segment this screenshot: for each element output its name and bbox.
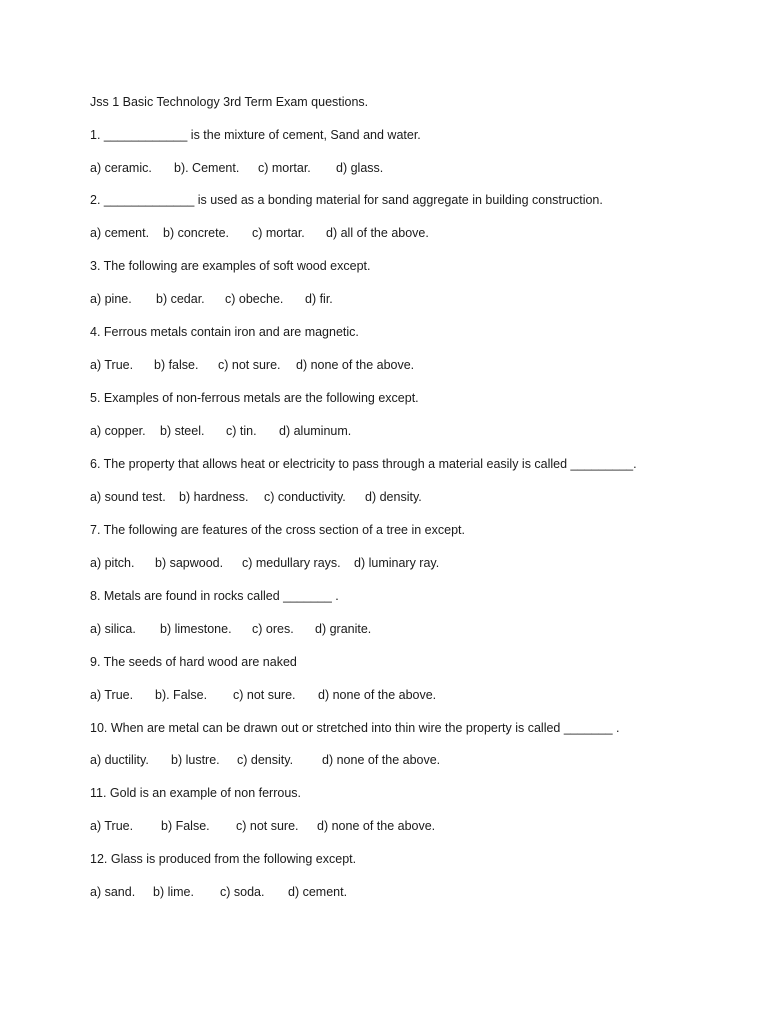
option-a: a) pine. (90, 292, 132, 306)
question-12-text: 12. Glass is produced from the following except. (90, 852, 357, 866)
option-b: b). Cement. (174, 161, 240, 175)
option-b: b) False. (161, 819, 210, 833)
option-b: b) hardness. (179, 490, 249, 504)
option-b: b) lustre. (171, 753, 220, 767)
option-b: b) lime. (153, 885, 194, 899)
option-a: a) sand. (90, 885, 136, 899)
option-d: d) none of the above. (296, 358, 415, 372)
option-d: d) aluminum. (279, 424, 352, 438)
question-4-text: 4. Ferrous metals contain iron and are magnetic. (90, 325, 359, 339)
option-b: b) limestone. (160, 622, 232, 636)
option-b: b) concrete. (163, 226, 230, 240)
question-4-options (90, 357, 415, 373)
question-9-text: 9. The seeds of hard wood are naked (90, 655, 297, 669)
option-d: d) luminary ray. (354, 556, 440, 570)
question-2-text: 2. _____________ is used as a bonding material for sand aggregate in building construction. (90, 193, 603, 207)
option-a: a) silica. (90, 622, 136, 636)
option-c: c) mortar. (252, 226, 305, 240)
option-b: b) steel. (160, 424, 205, 438)
option-a: a) ductility. (90, 753, 149, 767)
option-c: c) conductivity. (264, 490, 346, 504)
option-a: a) sound test. (90, 490, 166, 504)
question-3-options (90, 291, 333, 307)
option-c: c) density. (237, 753, 294, 767)
question-5-text: 5. Examples of non-ferrous metals are the following except. (90, 391, 419, 405)
question-7-options (90, 555, 440, 571)
option-d: d) fir. (305, 292, 333, 306)
option-d: d) none of the above. (317, 819, 436, 833)
question-8-options (90, 621, 372, 637)
question-10-text: 10. When are metal can be drawn out or stretched into thin wire the property is called _______ . (90, 721, 620, 735)
option-d: d) none of the above. (322, 753, 441, 767)
option-a: a) True. (90, 358, 134, 372)
option-c: c) not sure. (236, 819, 299, 833)
question-7-text: 7. The following are features of the cross section of a tree in except. (90, 523, 465, 537)
option-a: a) True. (90, 819, 134, 833)
option-c: c) obeche. (225, 292, 284, 306)
option-b: b) cedar. (156, 292, 205, 306)
option-a: a) True. (90, 688, 134, 702)
question-1-text: 1. ____________ is the mixture of cement, Sand and water. (90, 128, 421, 142)
question-11-options (90, 818, 436, 834)
question-6-text: 6. The property that allows heat or electricity to pass through a material easily is called _________. (90, 457, 637, 471)
option-d: d) all of the above. (326, 226, 429, 240)
option-a: a) copper. (90, 424, 146, 438)
option-d: d) glass. (336, 161, 384, 175)
question-11-text: 11. Gold is an example of non ferrous. (90, 786, 301, 800)
question-3-text: 3. The following are examples of soft wood except. (90, 259, 371, 273)
option-c: c) not sure. (233, 688, 296, 702)
question-1-options (90, 160, 384, 176)
option-b: b) sapwood. (155, 556, 224, 570)
option-c: c) soda. (220, 885, 265, 899)
question-8-text: 8. Metals are found in rocks called _______ . (90, 589, 339, 603)
option-a: a) ceramic. (90, 161, 152, 175)
question-5-options (90, 423, 352, 439)
option-d: d) granite. (315, 622, 372, 636)
option-d: d) cement. (288, 885, 348, 899)
option-c: c) ores. (252, 622, 294, 636)
option-b: b). False. (155, 688, 208, 702)
question-9-options (90, 687, 437, 703)
option-c: c) mortar. (258, 161, 311, 175)
option-c: c) medullary rays. (242, 556, 341, 570)
option-d: d) density. (365, 490, 422, 504)
question-10-options (90, 752, 441, 768)
question-6-options (90, 489, 422, 505)
option-b: b) false. (154, 358, 199, 372)
document-title: Jss 1 Basic Technology 3rd Term Exam questions. (90, 95, 369, 109)
option-a: a) cement. (90, 226, 150, 240)
option-a: a) pitch. (90, 556, 135, 570)
option-d: d) none of the above. (318, 688, 437, 702)
question-2-options (90, 225, 429, 241)
question-12-options (90, 884, 348, 900)
option-c: c) tin. (226, 424, 257, 438)
option-c: c) not sure. (218, 358, 281, 372)
